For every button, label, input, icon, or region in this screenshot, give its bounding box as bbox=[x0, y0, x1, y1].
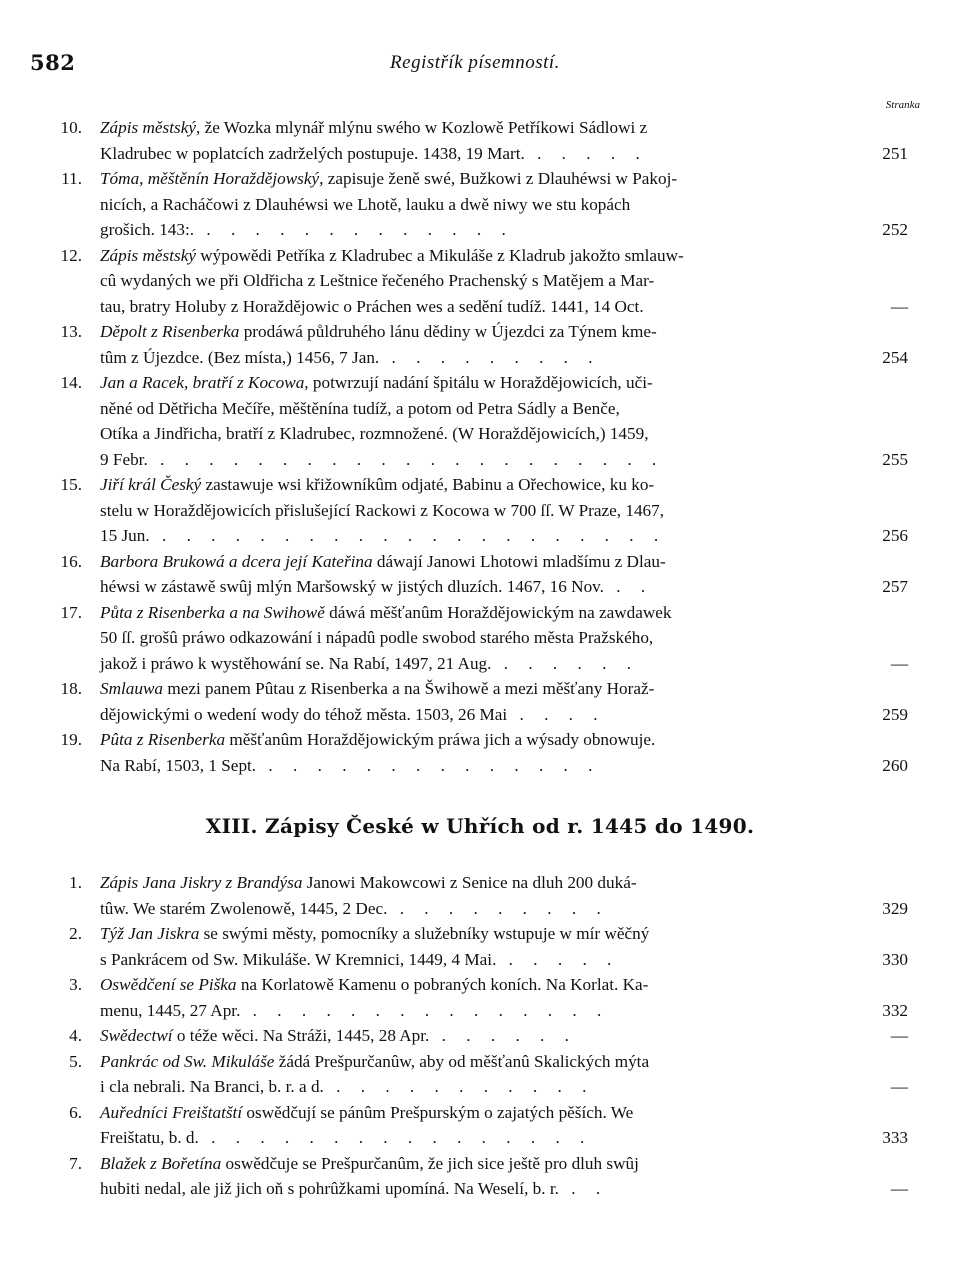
entry-lead-text: Půta z Risenberka a na Swihowě bbox=[100, 602, 325, 622]
entry-number: 17. bbox=[60, 602, 82, 622]
dot-leader: . . . . . . . . . . . . . bbox=[194, 220, 514, 239]
entry-lead-text: Jiří král Český bbox=[100, 475, 202, 494]
entry-text: prodáwá půldruhého lánu dědiny w Újezdci za Týnem kme- bbox=[239, 322, 657, 341]
dot-leader: . . . . . bbox=[524, 143, 648, 163]
entry-page-reference: 260 bbox=[882, 755, 908, 775]
dot-leader: . . bbox=[558, 1179, 609, 1198]
entry-page-reference: 255 bbox=[882, 449, 908, 469]
entry-text: cû wydaných we při Oldřicha z Leštnice řečeného Prachenský s Matějem a Mar- bbox=[100, 271, 655, 290]
dot-leader: . . . . bbox=[507, 704, 606, 724]
register-entry bbox=[30, 243, 908, 320]
entry-number: 7. bbox=[69, 1153, 82, 1173]
register-entry bbox=[30, 676, 908, 727]
entry-text: zastawuje wsi křižowníkûm odjaté, Babinu a Ořechowice, ku ko- bbox=[201, 475, 655, 494]
entry-line bbox=[30, 1151, 908, 1177]
register-entry bbox=[30, 870, 908, 921]
entry-line bbox=[30, 947, 908, 973]
entry-number: 14. bbox=[60, 373, 82, 392]
entry-line bbox=[30, 217, 908, 243]
entry-number: 19. bbox=[60, 730, 82, 749]
entry-lead-text: Swědectwí bbox=[100, 1026, 173, 1045]
entry-page-reference: — bbox=[890, 1179, 908, 1198]
entry-line bbox=[30, 421, 908, 447]
entry-number: 11. bbox=[61, 169, 82, 188]
entry-line bbox=[30, 921, 908, 947]
entry-number: 6. bbox=[69, 1102, 82, 1122]
dot-leader: . . . . . . . . . . . . . . . . . . . . . bbox=[149, 526, 667, 545]
entry-line bbox=[30, 447, 908, 473]
entry-lead-text: Zápis městský, bbox=[100, 118, 201, 137]
entry-line bbox=[30, 896, 908, 922]
entry-lead-text: Zápis městský bbox=[100, 245, 196, 265]
page-column-heading: Stranka bbox=[885, 99, 920, 111]
entry-text: 50 ſſ. grošû práwo odkazowání i nápadû podle swobod starého města Pražského, bbox=[100, 628, 654, 647]
entry-text: o téže wěci. Na Stráži, 1445, 28 Apr. bbox=[172, 1026, 430, 1045]
entry-line bbox=[30, 574, 908, 600]
entry-lead-text: Smlauwa bbox=[100, 679, 164, 698]
register-entry bbox=[30, 115, 908, 166]
entry-line bbox=[30, 396, 908, 422]
running-title: Registřík písemností. bbox=[390, 52, 560, 73]
entry-text: že Wozka mlynář mlýnu swého w Kozlowě Petříkowi Sádlowi z bbox=[200, 118, 648, 137]
entry-lead-text: Tóma, měštěnín Horaždějowský, bbox=[100, 169, 324, 188]
entry-line bbox=[30, 676, 908, 702]
entry-line bbox=[30, 625, 908, 651]
register-entry bbox=[30, 921, 908, 972]
entry-page-reference: 259 bbox=[882, 704, 908, 724]
entry-line bbox=[30, 651, 908, 677]
entry-text: dějowickými o wedení wody do téhož města. 1503, 26 Mai bbox=[100, 704, 508, 724]
entry-line bbox=[30, 727, 908, 753]
entry-line bbox=[30, 1125, 908, 1151]
register-entry bbox=[30, 1049, 908, 1100]
dot-leader: . . . . . . . . . . . . . . bbox=[256, 755, 601, 775]
entry-text: Freištatu, b. d. bbox=[100, 1128, 199, 1147]
entry-line bbox=[30, 166, 908, 192]
entry-text: i cla nebrali. Na Branci, b. r. a d. bbox=[100, 1077, 324, 1096]
dot-leader: . . . . . . . . . . . bbox=[323, 1077, 595, 1096]
entry-text: menu, 1445, 27 Apr. bbox=[100, 1000, 241, 1020]
entry-text: oswědčuje se Prešpurčanûm, že jich sice ještě pro dluh swûj bbox=[221, 1153, 639, 1173]
entry-line bbox=[30, 141, 908, 167]
entry-page-reference: 251 bbox=[882, 143, 908, 163]
entry-line bbox=[30, 549, 908, 575]
entry-text: 9 Febr. bbox=[100, 449, 148, 469]
entry-text: dáwá měšťanûm Horaždějowickým na zawdawek bbox=[324, 602, 672, 622]
entry-lead-text: Zápis Jana Jiskry z Brandýsa bbox=[100, 873, 303, 892]
entry-line bbox=[30, 1023, 908, 1049]
entry-text: stelu w Horaždějowicích přislušející Rackowi z Kocowa w 700 ſſ. W Praze, 1467, bbox=[100, 500, 665, 520]
entry-text: tûm z Újezdce. (Bez místa,) 1456, 7 Jan. bbox=[100, 347, 380, 367]
register-entry bbox=[30, 727, 908, 778]
entry-line bbox=[30, 702, 908, 728]
entry-page-reference: 333 bbox=[882, 1128, 908, 1147]
entry-line bbox=[30, 972, 908, 998]
entry-line bbox=[30, 498, 908, 524]
entry-lead-text: Blažek z Bořetína bbox=[100, 1153, 222, 1173]
entry-line bbox=[30, 998, 908, 1024]
entry-text: Otíka a Jindřicha, bratří z Kladrubec, rozmnožené. (W Horaždějowicích,) 1459, bbox=[100, 424, 649, 443]
entry-lead-text: Jan a Racek, bratří z Kocowa, bbox=[100, 373, 309, 392]
register-entry bbox=[30, 166, 908, 243]
entry-page-reference: 256 bbox=[882, 526, 908, 545]
dot-leader: . . . . . . bbox=[429, 1026, 577, 1045]
register-entry bbox=[30, 370, 908, 472]
entry-page-reference: — bbox=[890, 296, 908, 316]
entry-text: s Pankrácem od Sw. Mikuláše. W Kremnici, 1449, 4 Mai. bbox=[100, 949, 497, 969]
dot-leader: . . bbox=[603, 577, 654, 596]
entry-line bbox=[30, 1049, 908, 1075]
entry-line bbox=[30, 345, 908, 371]
dot-leader: . . . . . . . . . . . . . . . . bbox=[198, 1128, 593, 1147]
entry-lead-text: Barbora Brukowá a dcera její Kateřina bbox=[100, 551, 373, 571]
entry-line bbox=[30, 753, 908, 779]
page-number: 582 bbox=[30, 50, 76, 75]
entry-text: tûw. We starém Zwolenowě, 1445, 2 Dec. bbox=[100, 898, 388, 918]
entry-line bbox=[30, 1074, 908, 1100]
section-heading: XIII. Zápisy České w Uhřích od r. 1445 do 1490. bbox=[205, 814, 755, 838]
entry-text: 15 Jun. bbox=[100, 526, 150, 545]
entry-text: Janowi Makowcowi z Senice na dluh 200 duká- bbox=[302, 873, 637, 892]
entry-page-reference: — bbox=[890, 1077, 908, 1096]
entry-number: 18. bbox=[60, 679, 82, 698]
entry-line bbox=[30, 370, 908, 396]
dot-leader: . . . . . . . . . bbox=[379, 347, 601, 367]
entry-lead-text: Týž Jan Jiskra bbox=[100, 924, 200, 943]
entry-text: něné od Dětřicha Mečíře, měštěnína tudíž, a potom od Petra Sádly a Benče, bbox=[100, 398, 620, 418]
entry-page-reference: — bbox=[890, 1026, 908, 1045]
register-entry bbox=[30, 319, 908, 370]
dot-leader: . . . . . . . . . . . . . . . . . . . . . bbox=[147, 449, 665, 469]
entry-page-reference: 330 bbox=[882, 949, 908, 969]
entry-text: dáwají Janowi Lhotowi mladšímu z Dlau- bbox=[372, 551, 666, 571]
entry-page-reference: 254 bbox=[882, 347, 908, 367]
page-header bbox=[30, 50, 920, 80]
register-entries-section-2 bbox=[30, 870, 908, 1202]
entry-text: žádá Prešpurčanûw, aby od měšťanû Skalických mýta bbox=[274, 1051, 650, 1071]
entry-text: héwsi w zástawě swûj mlýn Maršowský w jistých dluzích. 1467, 16 Nov. bbox=[100, 577, 604, 596]
entry-line bbox=[30, 1100, 908, 1126]
entry-lead-text: Pûta z Risenberka bbox=[100, 730, 226, 749]
register-entries-section-1 bbox=[30, 115, 908, 778]
entry-text: jakož i práwo k wystěhowání se. Na Rabí, 1497, 21 Aug. bbox=[100, 653, 492, 673]
entry-page-reference: 252 bbox=[882, 220, 908, 239]
entry-line bbox=[30, 523, 908, 549]
entry-text: tau, bratry Holuby z Horaždějowic o Práchen wes a sedění tudíž. 1441, 14 Oct. bbox=[100, 296, 644, 316]
entry-lead-text: Auředníci Freištatští bbox=[100, 1102, 243, 1122]
entry-number: 4. bbox=[69, 1026, 82, 1045]
entry-text: oswědčují se pánûm Prešpurským o zajatých pěších. We bbox=[242, 1102, 634, 1122]
entry-line bbox=[30, 1176, 908, 1202]
dot-leader: . . . . . . . . . bbox=[387, 898, 609, 918]
dot-leader: . . . . . . bbox=[491, 653, 639, 673]
entry-line bbox=[30, 192, 908, 218]
entry-text: zapisuje ženě swé, Bužkowi z Dlauhéwsi w Pakoj- bbox=[323, 169, 678, 188]
entry-text: se swými městy, pomocníky a služebníky wstupuje w mír wěčný bbox=[199, 924, 650, 943]
entry-lead-text: Pankrác od Sw. Mikuláše bbox=[100, 1051, 275, 1071]
register-entry bbox=[30, 600, 908, 677]
entry-text: mezi panem Pûtau z Risenberka a na Šwihowě a mezi měšťany Horaž- bbox=[163, 679, 655, 698]
entry-line bbox=[30, 319, 908, 345]
entry-line bbox=[30, 472, 908, 498]
entry-number: 16. bbox=[60, 551, 82, 571]
entry-text: potwrzují nadání špitálu w Horaždějowicích, uči- bbox=[308, 373, 653, 392]
register-entry bbox=[30, 972, 908, 1023]
register-entry bbox=[30, 1151, 908, 1202]
entry-number: 1. bbox=[69, 873, 82, 892]
register-entry bbox=[30, 549, 908, 600]
entry-number: 10. bbox=[60, 118, 82, 137]
entry-page-reference: 329 bbox=[882, 898, 908, 918]
entry-text: nicích, a Racháčowi z Dlauhéwsi we Lhotě, lauku a dwě niwy we stu kopách bbox=[100, 194, 631, 214]
entry-page-reference: — bbox=[890, 653, 908, 673]
register-entry bbox=[30, 1100, 908, 1151]
entry-line bbox=[30, 115, 908, 141]
entry-text: Na Rabí, 1503, 1 Sept. bbox=[100, 755, 257, 775]
register-entry bbox=[30, 1023, 908, 1049]
entry-text: wýpowědi Petříka z Kladrubec a Mikuláše z Kladrub jakožto smlauw- bbox=[195, 245, 684, 265]
dot-leader: . . . . . . . . . . . . . . . bbox=[240, 1000, 610, 1020]
entry-line bbox=[30, 870, 908, 896]
entry-line bbox=[30, 600, 908, 626]
entry-text: měšťanûm Horaždějowickým práwa jich a wýsady obnowuje. bbox=[225, 730, 656, 749]
entry-number: 3. bbox=[69, 975, 82, 994]
entry-text: grošich. 143:. bbox=[100, 220, 195, 239]
entry-lead-text: Děpolt z Risenberka bbox=[100, 322, 240, 341]
entry-line bbox=[30, 268, 908, 294]
entry-line bbox=[30, 243, 908, 269]
entry-number: 15. bbox=[60, 475, 82, 494]
entry-text: Kladrubec w poplatcích zadrželých postupuje. 1438, 19 Mart. bbox=[100, 143, 525, 163]
entry-number: 2. bbox=[69, 924, 82, 943]
register-entry bbox=[30, 472, 908, 549]
entry-page-reference: 257 bbox=[882, 577, 908, 596]
entry-number: 13. bbox=[60, 322, 82, 341]
entry-number: 5. bbox=[69, 1051, 82, 1071]
entry-line bbox=[30, 294, 908, 320]
entry-text: na Korlatowě Kamenu o pobraných koních. Na Korlat. Ka- bbox=[236, 975, 649, 994]
entry-number: 12. bbox=[60, 245, 82, 265]
entry-text: hubiti nedal, ale již jich oň s pohrûžkami upomíná. Na Weselí, b. r. bbox=[100, 1179, 559, 1198]
entry-page-reference: 332 bbox=[882, 1000, 908, 1020]
dot-leader: . . . . . bbox=[496, 949, 620, 969]
entry-lead-text: Oswědčení se Piška bbox=[100, 975, 237, 994]
